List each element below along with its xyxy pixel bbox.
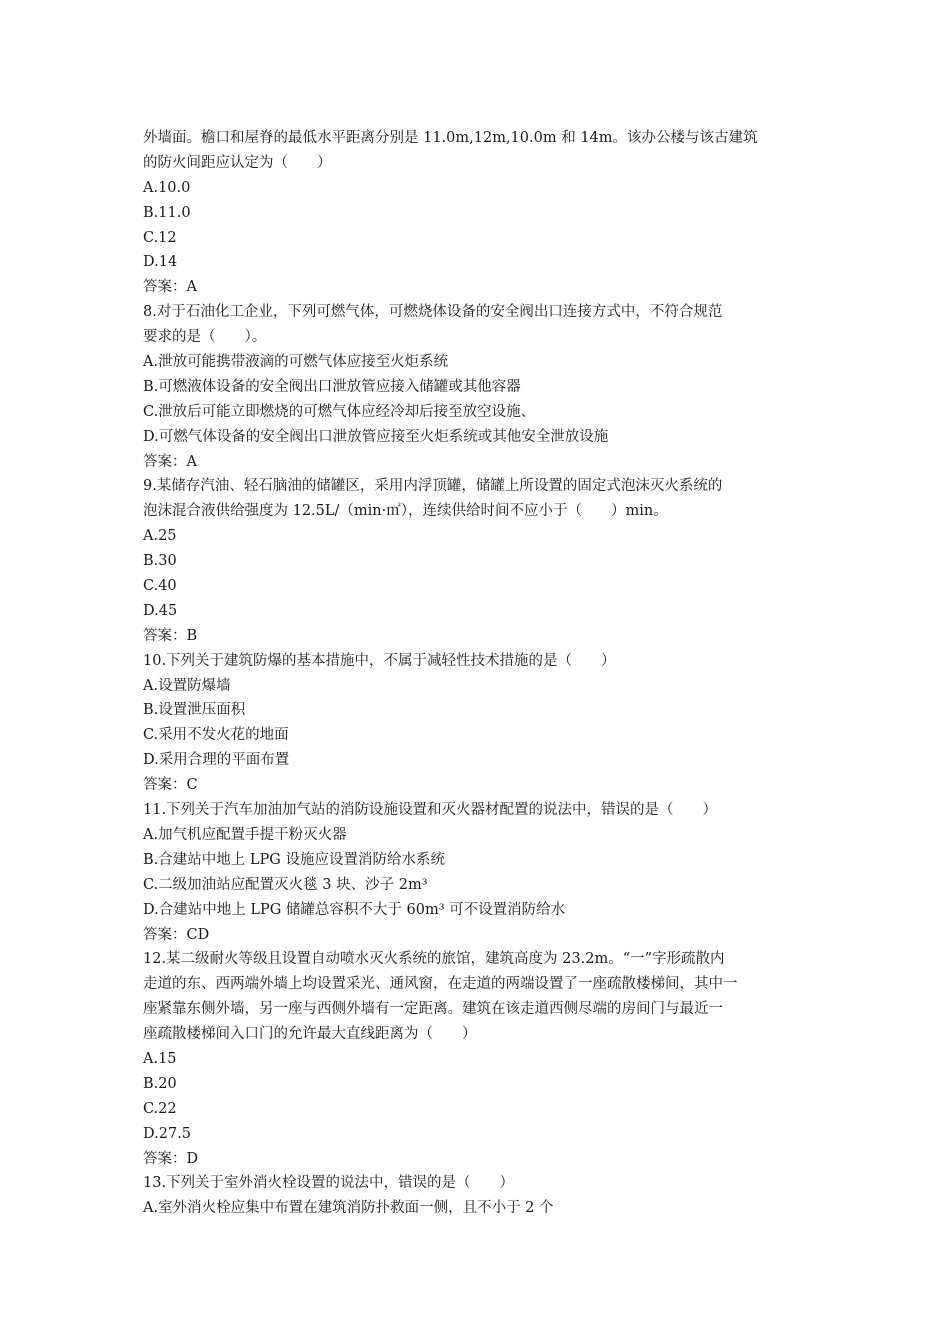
text-line: D.14 xyxy=(143,254,178,271)
text-line: 外墙面。檐口和屋脊的最低水平距离分别是 11.0m,12m,10.0m 和 14m。该办公楼与该古建筑 xyxy=(143,130,758,146)
text-line: D.27.5 xyxy=(143,1125,192,1142)
text-line: A.设置防爆墙 xyxy=(143,677,231,694)
text-line: B.可燃液体设备的安全阀出口泄放管应接入储罐或其他容器 xyxy=(143,378,521,395)
text-line: A.25 xyxy=(143,528,177,545)
text-line: 泡沫混合液供给强度为 12.5L/（min·㎡），连续供给时间不应小于（ ）min。 xyxy=(143,503,668,520)
text-line: 答案：B xyxy=(143,627,198,644)
text-line: 9.某储存汽油、轻石脑油的储罐区，采用内浮顶罐，储罐上所设置的固定式泡沫灭火系统的 xyxy=(143,478,723,495)
text-line: C.12 xyxy=(143,229,177,246)
text-line: C.采用不发火花的地面 xyxy=(143,727,289,744)
text-line: 走道的东、西两端外墙上均设置采光、通风窗，在走道的两端设置了一座疏散楼梯间，其中一 xyxy=(143,976,738,993)
text-line: 座疏散楼梯间入口门的允许最大直线距离为（ ） xyxy=(143,1026,477,1043)
text-line: C.泄放后可能立即燃烧的可燃气体应经冷却后接至放空设施、 xyxy=(143,403,536,420)
text-line: D.采用合理的平面布置 xyxy=(143,752,290,769)
text-line: 答案：A xyxy=(143,453,197,470)
text-line: 答案：CD xyxy=(143,926,210,943)
text-line: 12.某二级耐火等级且设置自动喷水灭火系统的旅馆，建筑高度为 23.2m。“一”字形疏散内 xyxy=(143,951,725,968)
document-body xyxy=(143,126,813,1221)
text-line: 答案：A xyxy=(143,279,197,296)
text-line: D.可燃气体设备的安全阀出口泄放管应接至火炬系统或其他安全泄放设施 xyxy=(143,428,609,445)
text-line: A.加气机应配置手提干粉灭火器 xyxy=(143,826,347,843)
text-line: C.22 xyxy=(143,1100,177,1117)
text-line: B.11.0 xyxy=(143,204,191,221)
text-line: 要求的是（ ）。 xyxy=(143,329,267,346)
text-line: A.15 xyxy=(143,1050,177,1067)
text-line: 13.下列关于室外消火栓设置的说法中，错误的是（ ） xyxy=(143,1175,515,1192)
text-line: D.合建站中地上 LPG 储罐总容积不大于 60m³ 可不设置消防给水 xyxy=(143,901,566,918)
text-line: B.设置泄压面积 xyxy=(143,702,246,719)
text-line: B.30 xyxy=(143,553,177,570)
text-line: D.45 xyxy=(143,602,178,619)
text-line: 答案：C xyxy=(143,777,198,794)
text-line: A.室外消火栓应集中布置在建筑消防扑救面一侧，且不小于 2 个 xyxy=(143,1200,554,1217)
text-line: C.二级加油站应配置灭火毯 3 块、沙子 2m³ xyxy=(143,876,428,893)
text-line: 的防火间距应认定为（ ） xyxy=(143,154,332,171)
text-line: A.10.0 xyxy=(143,179,191,196)
text-line: 8.对于石油化工企业，下列可燃气体，可燃烧体设备的安全阀出口连接方式中，不符合规范 xyxy=(143,304,723,321)
text-line: 座紧靠东侧外墙，另一座与西侧外墙有一定距离。建筑在该走道西侧尽端的房间门与最近一 xyxy=(143,1001,723,1018)
text-line: 10.下列关于建筑防爆的基本措施中，不属于减轻性技术措施的是（ ） xyxy=(143,652,616,669)
text-line: B.合建站中地上 LPG 设施应设置消防给水系统 xyxy=(143,851,445,868)
text-line: C.40 xyxy=(143,578,177,595)
text-line: B.20 xyxy=(143,1075,177,1092)
text-line: A.泄放可能携带液滴的可燃气体应接至火炬系统 xyxy=(143,354,449,371)
text-line: 11.下列关于汽车加油加气站的消防设施设置和灭火器材配置的说法中，错误的是（ ） xyxy=(143,802,718,819)
text-line: 答案：D xyxy=(143,1150,199,1167)
